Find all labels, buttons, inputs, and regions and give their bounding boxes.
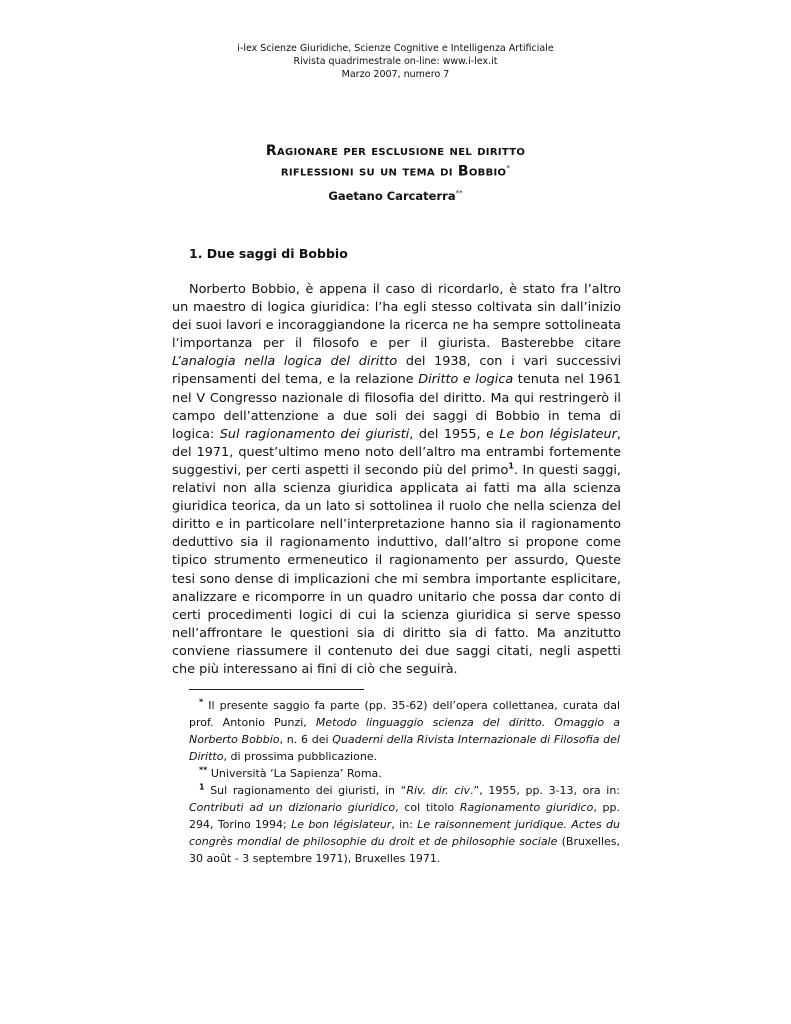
footnote-text: , n. 6 dei bbox=[279, 733, 333, 746]
body-italic-title: Le bon législateur bbox=[499, 426, 617, 442]
body-text bbox=[172, 281, 621, 679]
footnote-text: , pp. 294, Torino 1994; bbox=[189, 801, 620, 831]
article-title-block bbox=[0, 143, 791, 203]
footnote-text: Sul ragionamento dei giuristi, in “ bbox=[204, 784, 407, 797]
footnotes bbox=[189, 697, 620, 867]
body-italic-title: Sul ragionamento dei giuristi bbox=[219, 426, 410, 442]
footnote-italic: Ragionamento giuridico bbox=[459, 801, 594, 814]
section-heading: 1. Due saggi di Bobbio bbox=[189, 246, 348, 261]
title-footnote-mark: * bbox=[506, 164, 511, 172]
footnote-italic: Le raisonnement juridique. Actes du congrès mondial de philosophie du droit et de philosophie sociale bbox=[189, 818, 620, 848]
footnote-italic: Le bon législateur bbox=[291, 818, 392, 831]
footnote-text: , in: bbox=[391, 818, 418, 831]
article-title-line-2-text: riflessioni su un tema di Bobbio bbox=[280, 163, 507, 180]
footnote-italic: Riv. dir. civ bbox=[406, 784, 471, 797]
body-italic-title: Diritto e logica bbox=[418, 372, 514, 388]
footnote-mark: ** bbox=[199, 765, 208, 775]
footnote-text: .”, 1955, pp. 3-13, ora in: bbox=[470, 784, 621, 797]
body-italic-title: L’analogia nella logica del diritto bbox=[172, 354, 398, 370]
body-text-run: Norberto Bobbio, è appena il caso di ricordarlo, è stato fra l’altro un maestro di logica giuridica: l’ha egli stesso coltivata sin dall’inizio dei suoi lavori e incoraggiandone la ricerca ne ha sempre sottolineata l’importanza per il filosofo e per il giurista. Basterebbe citare bbox=[172, 282, 621, 352]
author-footnote-mark: ** bbox=[455, 188, 463, 197]
body-text-run: del 1938, con i vari successivi ripensamenti del tema, e la relazione bbox=[172, 354, 621, 388]
footnote-text: , di prossima pubblicazione. bbox=[223, 750, 378, 763]
article-author bbox=[0, 185, 791, 204]
journal-issue: Marzo 2007, numero 7 bbox=[341, 69, 450, 80]
body-text-run: . In questi saggi, relativi non alla scienza giuridica applicata ai fatti ma alla scienza giuridica teorica, da un lato si sottolinea il ruolo che nella scienza del diritto e in particolare nell’interpretazione hanno sia il ragionamento deduttivo sia il ragionamento induttivo, dall’altro si propone come tipico strumento ermeneutico il ragionamento per assurdo, Queste tesi sono dense di implicazioni che mi sembra importante esplicitare, analizzare e ricomporre in un quadro unitario che possa dar conto di certi procedimenti logici di cui la scienza giuridica si serve spesso nell’affrontare le questioni sia di diritto sia di fatto. Ma anzitutto conviene riassumere il contenuto dei due saggi citati, negli aspetti che più interessano ai fini di ciò che seguirà. bbox=[172, 462, 621, 677]
footnote-double-star bbox=[189, 765, 620, 782]
footnote-text: Università ‘La Sapienza’ Roma. bbox=[207, 767, 382, 780]
footnote-text: (Bruxelles, 30 août - 3 septembre 1971), Bruxelles 1971. bbox=[189, 835, 620, 865]
journal-name: i-lex Scienze Giuridiche, Scienze Cognitive e Intelligenza Artificiale bbox=[237, 43, 554, 54]
footnote-italic: Quaderni della Rivista Internazionale di Filosofia del Diritto bbox=[189, 733, 620, 763]
article-title-line-2 bbox=[0, 160, 791, 181]
footnote-italic: Metodo linguaggio scienza del diritto. Omaggio a Norberto Bobbio bbox=[189, 716, 620, 746]
body-text-run: , del 1971, quest’ultimo meno noto dell’altro ma entrambi fortemente suggestivi, per certi aspetti il secondo più del primo bbox=[172, 426, 621, 478]
body-text-run: tenuta nel 1961 nel V Congresso nazionale di filosofia del diritto. Ma qui restringerò il campo dell’attenzione a due soli dei saggi di Bobbio in tema di logica: bbox=[172, 372, 621, 442]
footnote-separator bbox=[189, 689, 364, 690]
footnote-mark: 1 bbox=[199, 782, 205, 792]
author-name: Gaetano Carcaterra bbox=[328, 188, 456, 203]
body-paragraph bbox=[172, 281, 621, 679]
footnote-star bbox=[189, 697, 620, 765]
footnote-italic: Contributi ad un dizionario giuridico bbox=[189, 801, 396, 814]
footnote-text: Il presente saggio fa parte (pp. 35-62) dell’opera collettanea, curata dal prof. Antonio Punzi, bbox=[189, 699, 620, 729]
journal-website: Rivista quadrimestrale on-line: www.i-lex.it bbox=[293, 56, 498, 67]
journal-header bbox=[0, 42, 791, 81]
footnote-mark: * bbox=[199, 697, 204, 707]
footnote-1 bbox=[189, 782, 620, 867]
body-text-run: , del 1955, e bbox=[409, 426, 500, 442]
article-title-line-1: Ragionare per esclusione nel diritto bbox=[265, 143, 526, 159]
footnote-text: , col titolo bbox=[395, 801, 460, 814]
footnote-reference-1[interactable]: 1 bbox=[508, 461, 514, 471]
